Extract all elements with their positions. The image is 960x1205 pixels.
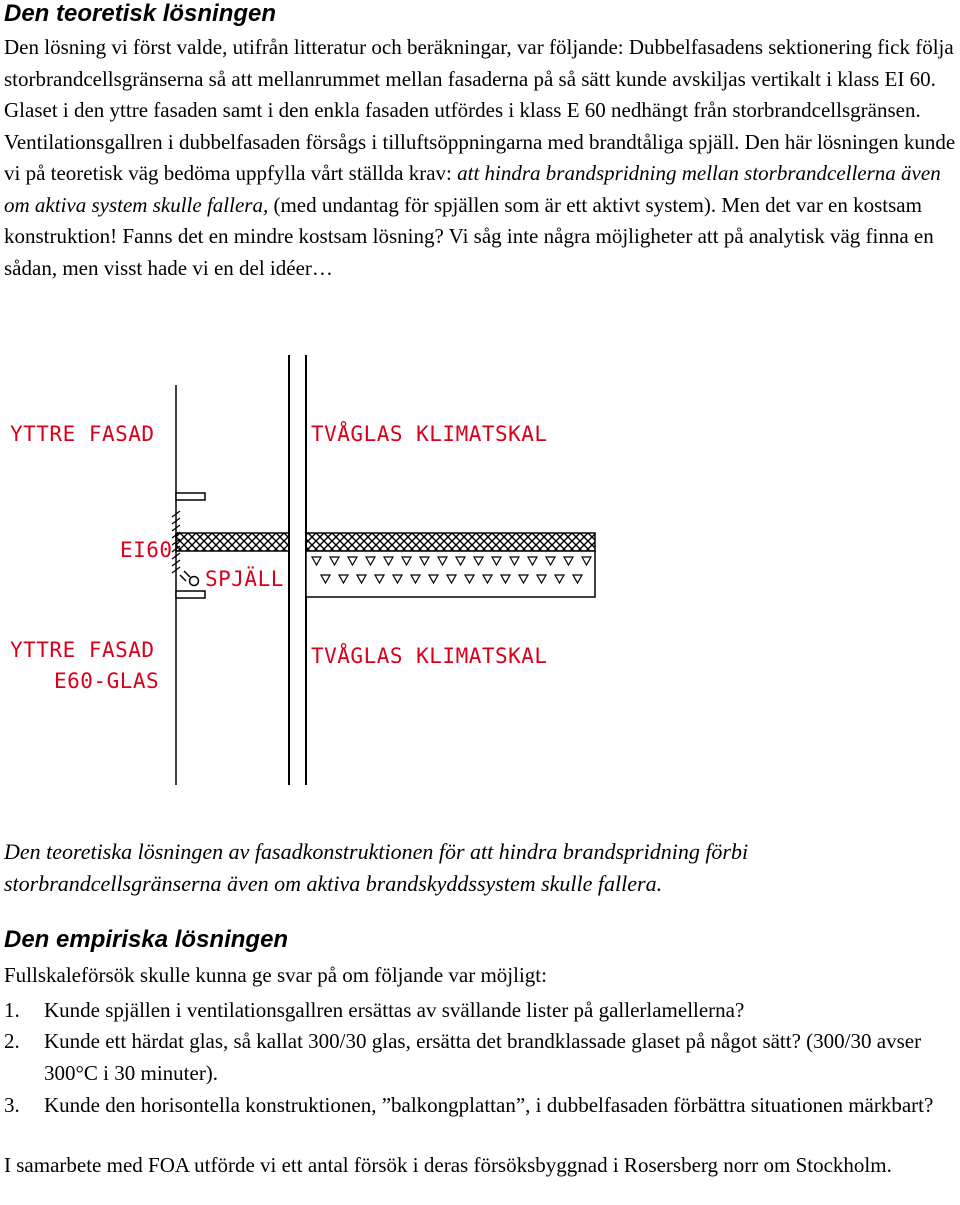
label-e60-glass: E60-GLAS bbox=[54, 669, 160, 693]
floor-slab-concrete bbox=[306, 551, 595, 597]
figure-caption: Den teoretiska lösningen av fasadkonstruktionen för att hindra brandspridning förbi storbrandcellsgränserna även om aktiva brandskyddssystem skulle fallera. bbox=[4, 839, 749, 896]
paragraph-text-a: Den lösning vi först valde, utifrån litteratur och beräkningar, var följande: Dubbelfasadens sektionering fick följa storbrandcellsgränserna så att mellanrummet mellan fasaderna på så sätt kunde avskiljas vertikalt i klass EI 60. Glaset i den yttre fasaden samt i den enkla fasaden utfördes i klass E 60 nedhängt från storbrandcellsgränsen. Ventilationsgallren i dubbelfasaden försågs i tilluftsöppningarna med brandtåliga spjäll. Den här lösningen kunde vi på teoretisk väg bedöma uppfylla vårt ställda krav: bbox=[4, 35, 956, 185]
paragraph-theoretical bbox=[4, 32, 958, 284]
floor-slab-upper bbox=[306, 533, 595, 551]
ei60-slab bbox=[176, 533, 289, 551]
section-heading-theoretical: Den teoretisk lösningen bbox=[4, 0, 277, 27]
upper-profile bbox=[176, 493, 205, 500]
list-number: 1. bbox=[4, 998, 20, 1022]
label-outer-facade-top: YTTRE FASAD bbox=[10, 422, 155, 446]
damper-symbol bbox=[180, 571, 199, 586]
label-damper: SPJÄLL bbox=[205, 567, 284, 591]
list-number: 2. bbox=[4, 1029, 20, 1053]
paragraph-text-b: (med undantag för spjällen som är ett aktivt system). Men det var en kostsam konstruktion! Fanns det en mindre kostsam lösning? Vi såg inte några möjligheter att på analytisk väg finna en sådan, men visst hade vi en del idéer… bbox=[4, 192, 934, 280]
list-number: 3. bbox=[4, 1093, 20, 1117]
list-text: Kunde ett härdat glas, så kallat 300/30 glas, ersätta det brandklassade glaset på något sätt? (300/30 avser 300°C i 30 minuter). bbox=[44, 1029, 922, 1085]
facade-section-figure bbox=[0, 345, 960, 815]
list-text: Kunde den horisontella konstruktionen, ”balkongplattan”, i dubbelfasaden förbättra situationen märkbart? bbox=[44, 1093, 934, 1117]
label-ei60: EI60 bbox=[120, 538, 173, 562]
section-heading-empirical: Den empiriska lösningen bbox=[4, 926, 289, 953]
label-two-glass-top: TVÅGLAS KLIMATSKAL bbox=[311, 422, 548, 446]
label-outer-facade-bottom: YTTRE FASAD bbox=[10, 638, 155, 662]
empirical-intro: Fullskaleförsök skulle kunna ge svar på om följande var möjligt: bbox=[4, 963, 547, 987]
label-two-glass-bottom: TVÅGLAS KLIMATSKAL bbox=[311, 644, 548, 668]
paragraph-emphasis: att hindra brandspridning mellan storbrandcellerna även om aktiva system skulle fallera, bbox=[4, 161, 941, 217]
list-text: Kunde spjällen i ventilationsgallren ersättas av svällande lister på gallerlamellerna? bbox=[44, 998, 745, 1022]
lower-profile bbox=[176, 591, 205, 598]
closing-paragraph: I samarbete med FOA utförde vi ett antal försök i deras försöksbyggnad i Rosersberg norr om Stockholm. bbox=[4, 1153, 892, 1177]
